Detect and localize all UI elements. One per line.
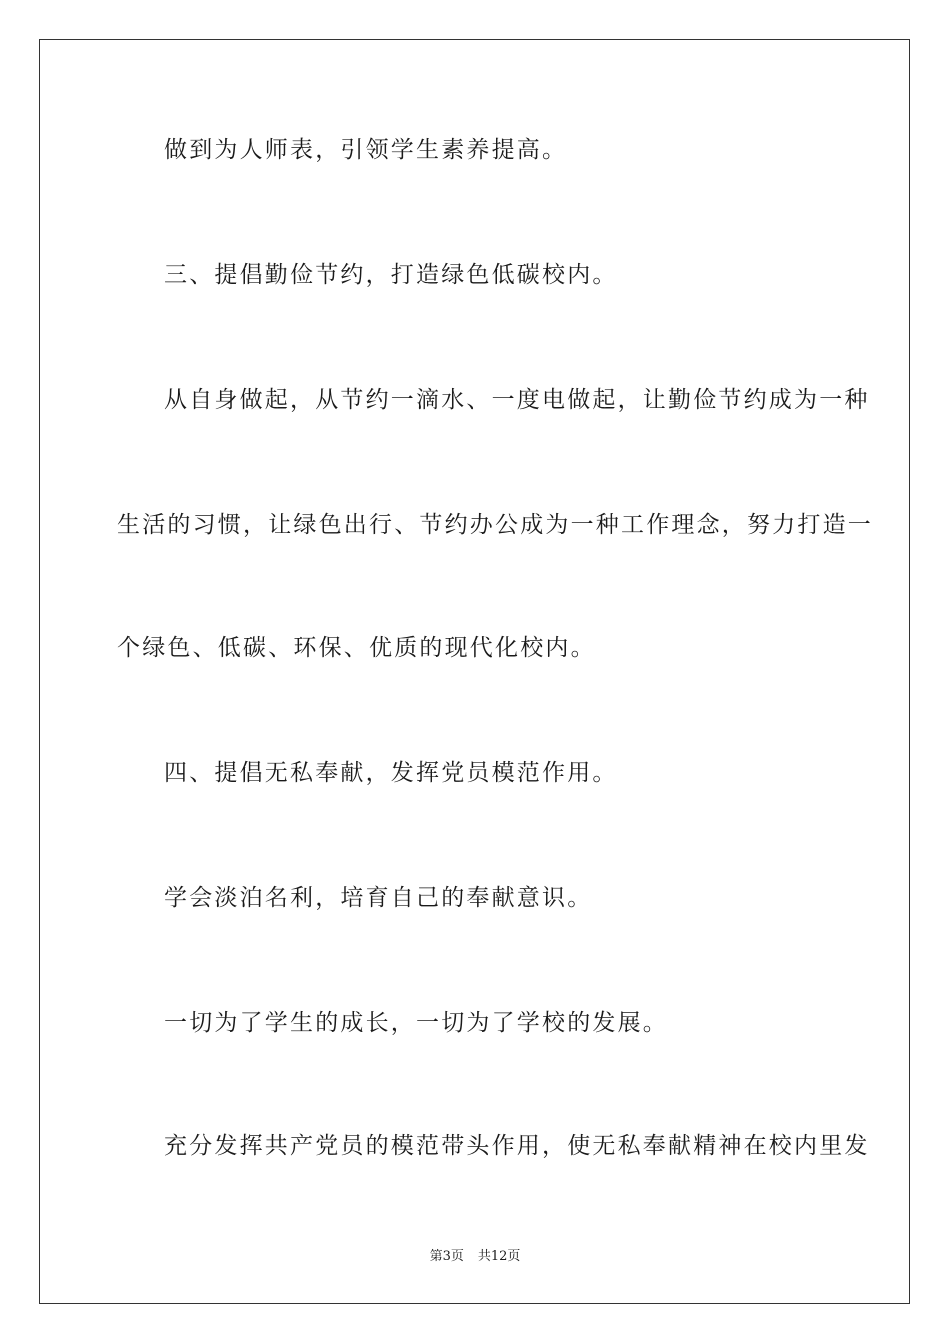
page-total: 共12页 xyxy=(477,1249,521,1264)
paragraph-line: 生活的习惯，让绿色出行、节约办公成为一种工作理念，努力打造一 xyxy=(117,512,873,538)
paragraph-line: 一切为了学生的成长，一切为了学校的发展。 xyxy=(164,1010,668,1036)
paragraph-line: 从自身做起，从节约一滴水、一度电做起，让勤俭节约成为一种 xyxy=(164,387,870,413)
page-footer xyxy=(0,1248,950,1266)
paragraph-line: 做到为人师表，引领学生素养提高。 xyxy=(164,137,568,163)
paragraph-line: 充分发挥共产党员的模范带头作用，使无私奉献精神在校内里发 xyxy=(164,1133,870,1159)
section-heading: 四、提倡无私奉献，发挥党员模范作用。 xyxy=(164,760,618,786)
page-number: 第3页 xyxy=(429,1249,464,1264)
paragraph-line: 个绿色、低碳、环保、优质的现代化校内。 xyxy=(117,635,596,661)
page-border xyxy=(39,39,910,1304)
paragraph-line: 学会淡泊名利，培育自己的奉献意识。 xyxy=(164,885,593,911)
section-heading: 三、提倡勤俭节约，打造绿色低碳校内。 xyxy=(164,262,618,288)
